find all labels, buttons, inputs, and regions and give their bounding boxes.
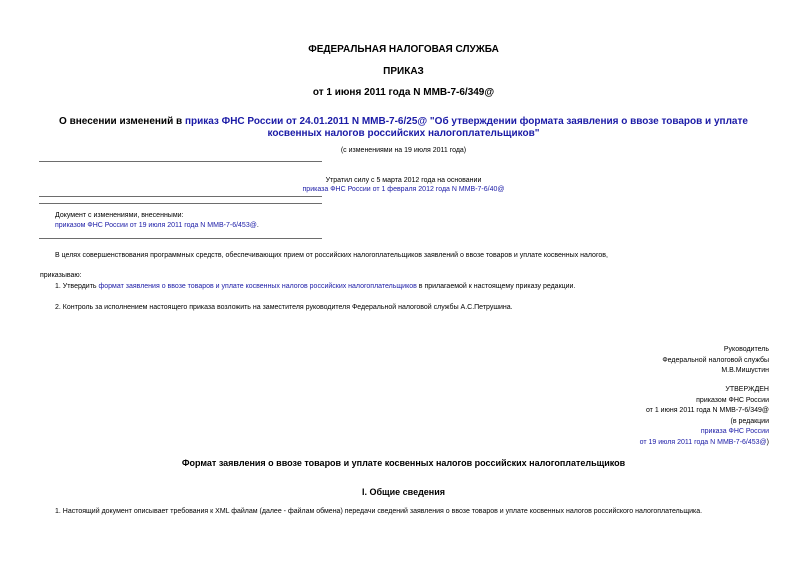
doc-date-number: от 1 июня 2011 года N ММВ-7-6/349@ [312,87,495,98]
expired-text: Утратил силу с 5 марта 2012 года на основании [325,177,482,184]
doc-subject [40,116,767,140]
changes-line [55,222,259,229]
signature-line: М.В.Мишустин [721,367,769,374]
item-2: 2. Контроль за исполнением настоящего приказа возложить на заместителя руководителя Федеральной налоговой службы А.С.Петрушина. [55,304,513,311]
divider [39,196,322,197]
expired-link[interactable]: приказа ФНС России от 1 февраля 2012 года N ММВ-7-6/40@ [302,186,505,193]
changes-suffix: . [256,222,259,229]
section-paragraph: 1. Настоящий документ описывает требования к XML файлам (далее - файлам обмена) передачи сведений заявления о ввозе товаров и уплате косвенных налогов российского налогоплательщика. [55,508,703,515]
approved-line: (в редакции [730,417,769,425]
item-1-prefix: 1. Утвердить [55,283,99,290]
divider [39,203,322,204]
approved-line: УТВЕРЖДЕН [725,386,769,393]
format-link[interactable]: формат заявления о ввозе товаров и уплате косвенных налогов российских налогоплательщиков [98,283,417,290]
approved-block [640,385,769,448]
signature-line: Руководитель [723,346,769,353]
item-1-suffix: в прилагаемой к настоящему приказу редакции. [416,283,576,290]
subject-link[interactable]: приказ ФНС России от 24.01.2011 N ММВ-7-6/25@ "Об утверждении формата заявления о ввозе товаров и уплате косвенных налогов российских налогоплательщиков" [184,116,748,139]
doc-type: ПРИКАЗ [383,66,424,77]
approved-link[interactable]: от 19 июля 2011 года N ММВ-7-6/453@ [639,438,767,446]
changes-label: Документ с изменениями, внесенными: [55,212,184,219]
approved-suffix: ) [766,438,769,446]
approved-line: от 1 июня 2011 года N ММВ-7-6/349@ [645,407,769,414]
intro-paragraph: В целях совершенствования программных средств, обеспечивающих прием от российских налогоплательщиков заявлений о ввозе товаров и уплате косвенных налогов, [55,252,608,259]
signature-line: Федеральной налоговой службы [662,356,769,364]
changes-link[interactable]: приказом ФНС России от 19 июля 2011 года N ММВ-7-6/453@ [55,222,257,229]
approved-line: приказом ФНС России [696,396,769,404]
signature-block [662,345,769,377]
amend-note: (с изменениями на 19 июля 2011 года) [340,147,467,154]
subject-prefix: О внесении изменений в [59,116,185,127]
approved-link[interactable]: приказа ФНС России [700,428,769,435]
item-1 [55,283,575,290]
agency-title: ФЕДЕРАЛЬНАЯ НАЛОГОВАЯ СЛУЖБА [308,44,499,55]
divider [39,161,322,162]
section-title: I. Общие сведения [361,487,446,497]
divider [39,238,322,239]
order-word: приказываю: [40,272,82,279]
format-title: Формат заявления о ввозе товаров и уплате косвенных налогов российских налогоплательщиков [181,458,626,468]
